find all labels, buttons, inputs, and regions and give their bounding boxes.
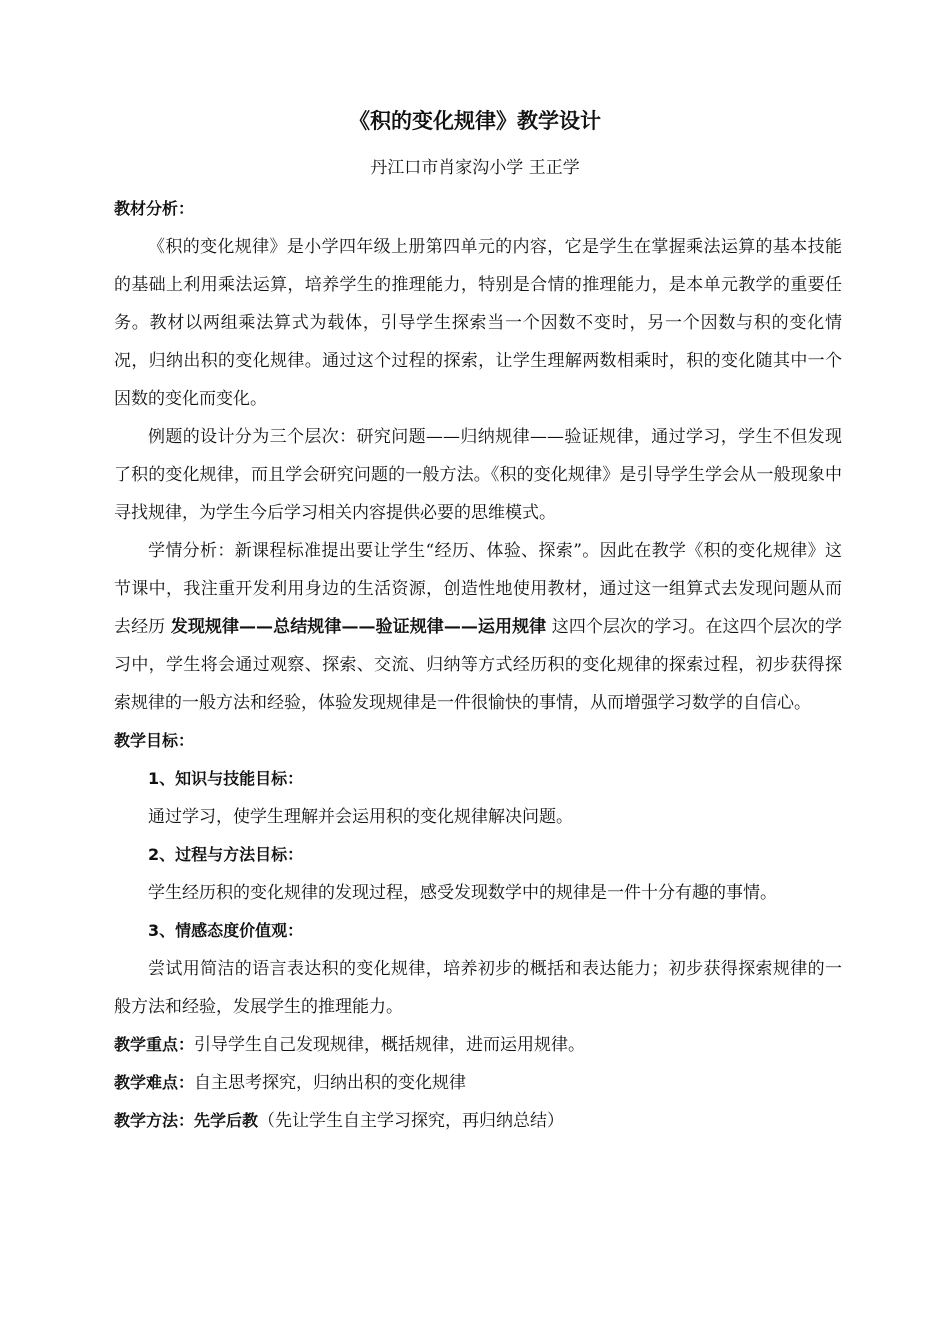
method-label: 教学方法： [114, 1111, 195, 1130]
goal-1-text: 通过学习，使学生理解并会运用积的变化规律解决问题。 [148, 807, 573, 827]
key-point-text: 引导学生自己发现规律，概括规律，进而运用规律。 [194, 1035, 586, 1055]
document-author: 丹江口市肖家沟小学 王正学 [370, 158, 580, 178]
key-point-label: 教学重点： [114, 1035, 195, 1054]
difficulty-line [114, 1064, 842, 1102]
goal-2-title: 2、过程与方法目标： [148, 845, 304, 864]
difficulty-text: 自主思考探究，归纳出积的变化规律 [194, 1073, 467, 1093]
section-heading-material: 教材分析： [114, 199, 195, 218]
section-heading-goals: 教学目标： [114, 731, 195, 750]
paragraph-material-1: 《积的变化规律》是小学四年级上册第四单元的内容，它是学生在掌握乘法运算的基本技能的基础上利用乘法运算，培养学生的推理能力，特别是合情的推理能力，是本单元教学的重要任务。教材以两组乘法算式为载体，引导学生探索当一个因数不变时，另一个因数与积的变化情况，归纳出积的变化规律。通过这个过程的探索，让学生理解两数相乘时，积的变化随其中一个因数的变化而变化。 [114, 237, 842, 409]
method-text: （先让学生自主学习探究，再归纳总结） [258, 1111, 565, 1131]
paragraph-material-2: 例题的设计分为三个层次：研究问题——归纳规律——验证规律，通过学习，学生不但发现了积的变化规律，而且学会研究问题的一般方法。《积的变化规律》是引导学生学会从一般现象中寻找规律，为学生今后学习相关内容提供必要的思维模式。 [114, 427, 842, 523]
paragraph-learning-analysis [114, 532, 842, 722]
goal-2-text: 学生经历积的变化规律的发现过程，感受发现数学中的规律是一件十分有趣的事情。 [148, 883, 777, 903]
learning-analysis-text-b: 这四个层次的学习。在这四个层次的学习中，学生将会通过观察、探索、交流、归纳等方式经历积的变化规律的探索过程，初步获得探索规律的一般方法和经验，体验发现规律是一件很愉快的事情，从而增强学习数学的自信心。 [114, 617, 843, 713]
difficulty-label: 教学难点： [114, 1073, 195, 1092]
learning-analysis-bold: 发现规律——总结规律——验证规律——运用规律 [170, 617, 547, 637]
goal-3-title: 3、情感态度价值观： [148, 921, 304, 940]
goal-1-title: 1、知识与技能目标： [148, 769, 304, 788]
method-line [114, 1102, 842, 1140]
document-body [114, 190, 842, 1140]
method-bold: 先学后教 [194, 1111, 259, 1130]
key-point-line [114, 1026, 842, 1064]
goal-3-text: 尝试用简洁的语言表达积的变化规律，培养初步的概括和表达能力；初步获得探索规律的一般方法和经验，发展学生的推理能力。 [114, 959, 842, 1017]
learning-analysis-text-a: 学情分析：新课程标准提出要让学生“经历、体验、探索”。因此在教学《积的变化规律》这节课中，我注重开发利用身边的生活资源，创造性地使用教材，通过这一组算式去发现问题从而去经历 [114, 541, 842, 637]
document-title: 《积的变化规律》教学设计 [349, 109, 601, 133]
